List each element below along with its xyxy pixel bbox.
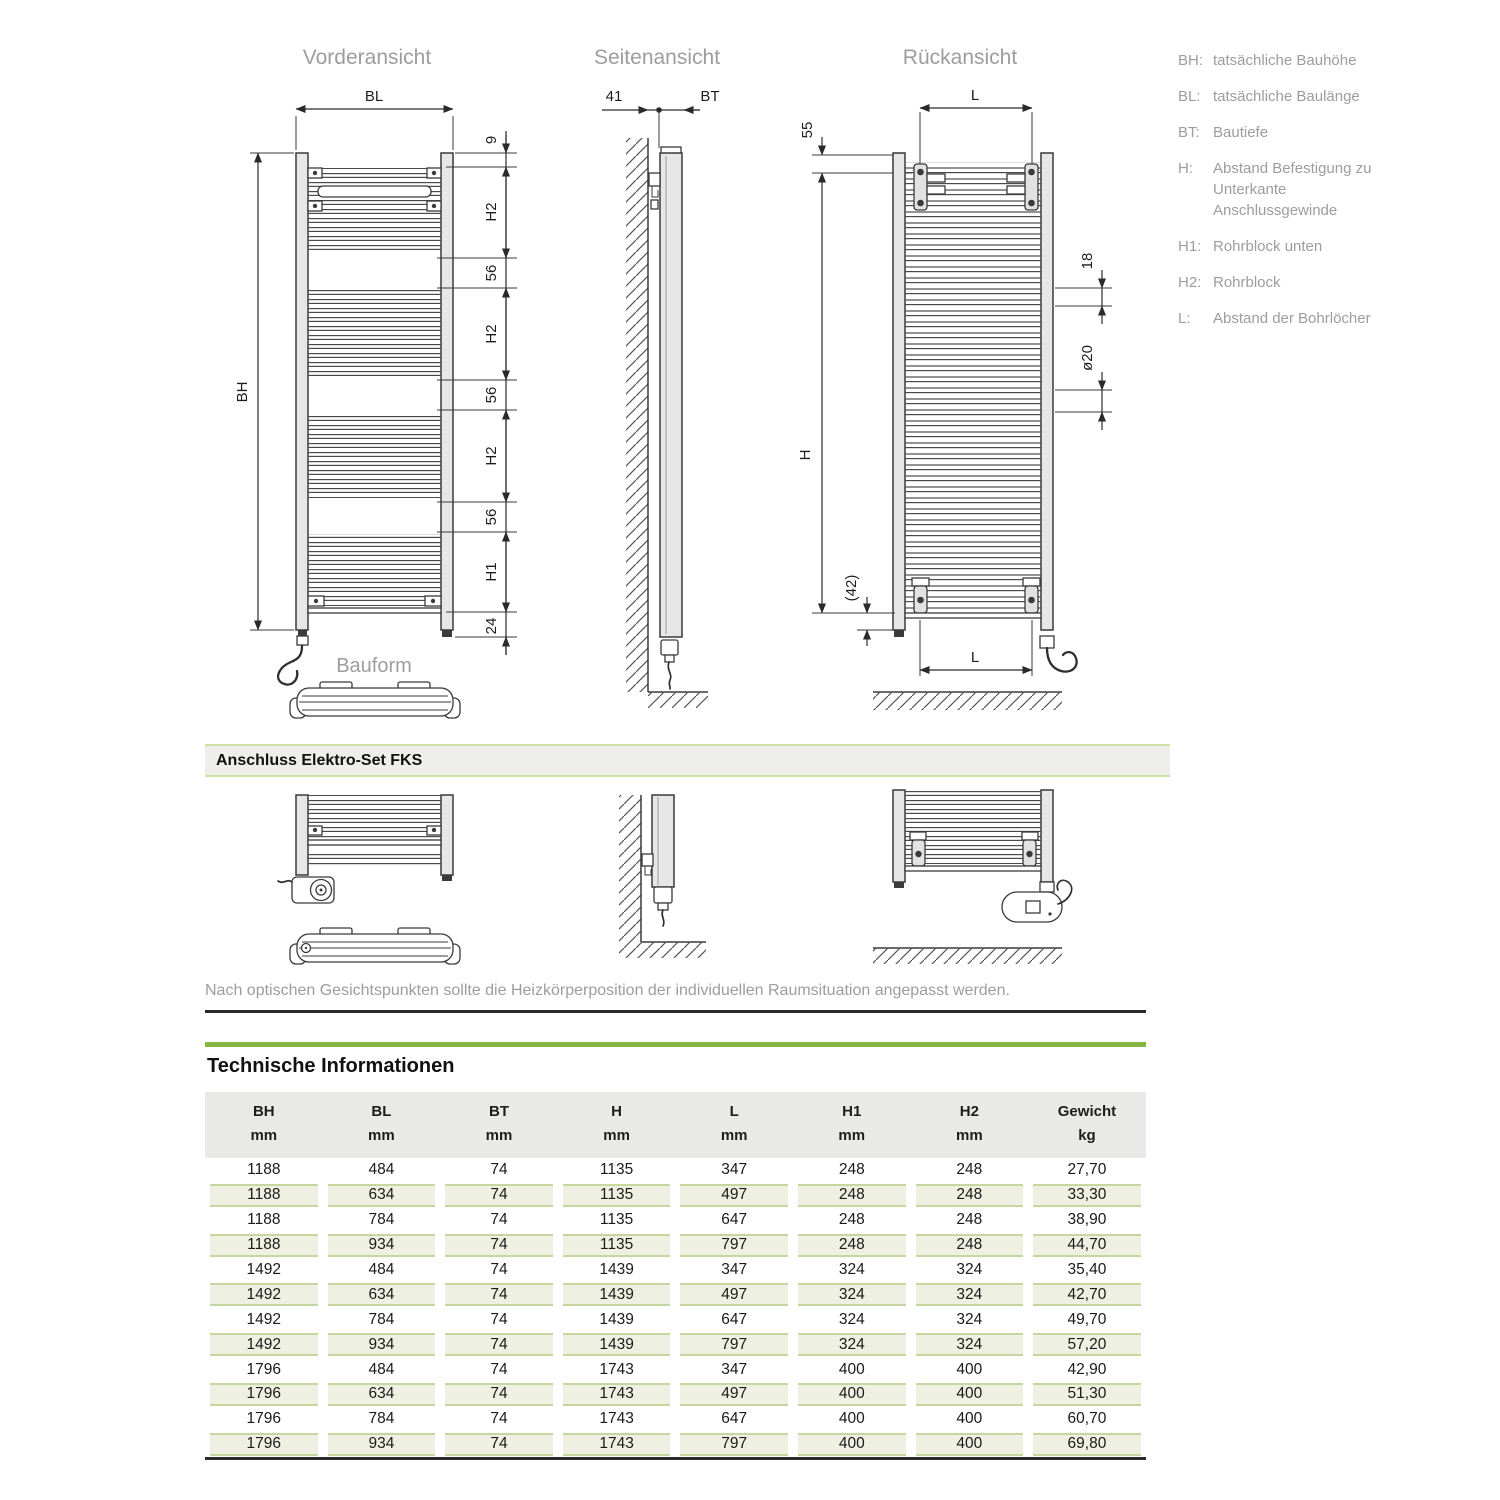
- table-cell: 57,20: [1033, 1333, 1141, 1356]
- table-cell: 1743: [563, 1383, 671, 1406]
- table-cell: 74: [490, 1161, 508, 1179]
- table-cell: 248: [798, 1184, 906, 1207]
- dim-label-9: 9: [483, 135, 500, 145]
- table-row: [205, 1357, 1146, 1382]
- table-cell: 400: [838, 1410, 865, 1428]
- legend-text: tatsächliche Bauhöhe: [1213, 52, 1357, 69]
- table-cell: 248: [956, 1161, 983, 1179]
- table-header-row: [205, 1092, 1146, 1158]
- table-cell: 74: [490, 1261, 508, 1278]
- table-cell: 497: [680, 1184, 788, 1207]
- table-row: [205, 1332, 1146, 1357]
- column-unit: mm: [956, 1127, 983, 1144]
- legend-item: [1178, 50, 1398, 71]
- dim-label-l-top: L: [970, 87, 980, 104]
- legend-text: Bautiefe: [1213, 124, 1269, 141]
- column-label: BL: [371, 1103, 392, 1120]
- table-cell: 400: [838, 1360, 865, 1378]
- table-cell: 1135: [599, 1161, 634, 1179]
- table-row: [205, 1282, 1146, 1307]
- table-cell: 1492: [210, 1283, 318, 1306]
- dim-label-56: 56: [483, 508, 500, 526]
- table-header-cell: [793, 1092, 911, 1158]
- dim-label-l-bottom: L: [970, 649, 980, 666]
- dim-label-bh: BH: [234, 381, 251, 403]
- table-row: [205, 1158, 1146, 1183]
- dim-label-24: 24: [483, 617, 500, 635]
- table-cell: 1439: [563, 1333, 671, 1356]
- legend-abbr: BL:: [1178, 88, 1201, 105]
- table-cell: 324: [798, 1333, 906, 1356]
- table-cell: 74: [490, 1310, 508, 1328]
- table-cell: 1188: [210, 1234, 318, 1257]
- column-unit: mm: [720, 1127, 748, 1144]
- table-cell: 74: [490, 1211, 508, 1229]
- table-cell: 934: [328, 1433, 436, 1456]
- dim-label-h: H: [797, 449, 814, 461]
- table-row: [205, 1407, 1146, 1432]
- table-header-cell: [440, 1092, 558, 1158]
- table-cell: 74: [445, 1433, 553, 1456]
- table-cell: 324: [838, 1261, 865, 1278]
- table-cell: 38,90: [1067, 1211, 1107, 1229]
- column-unit: kg: [1078, 1127, 1096, 1144]
- dim-label-h2: H2: [483, 202, 500, 222]
- legend-text: Rohrblock unten: [1213, 238, 1323, 255]
- table-cell: 784: [368, 1410, 395, 1428]
- dim-label-18: 18: [1079, 252, 1096, 270]
- table-row: [205, 1307, 1146, 1332]
- dim-label-h2: H2: [483, 446, 500, 466]
- column-label: H2: [959, 1103, 979, 1120]
- side-view-title: Seitenansicht: [593, 46, 721, 69]
- dim-label-dia20: ø20: [1079, 345, 1096, 371]
- table-row: [205, 1183, 1146, 1208]
- legend-text: tatsächliche Baulänge: [1213, 88, 1360, 105]
- front-view: [234, 88, 517, 718]
- fks-section-header: [205, 744, 1170, 777]
- table-cell: 42,70: [1033, 1283, 1141, 1306]
- legend-item: [1178, 308, 1398, 329]
- table-cell: 33,30: [1033, 1184, 1141, 1207]
- column-unit: mm: [838, 1127, 866, 1144]
- table-cell: 1439: [599, 1261, 634, 1278]
- column-unit: mm: [603, 1127, 630, 1144]
- table-cell: 1492: [246, 1261, 282, 1278]
- table-cell: 248: [916, 1184, 1024, 1207]
- table-cell: 797: [680, 1234, 788, 1257]
- legend-text: Rohrblock: [1213, 274, 1281, 291]
- table-cell: 484: [368, 1261, 395, 1278]
- table-cell: 797: [680, 1433, 788, 1456]
- table-cell: 634: [328, 1383, 436, 1406]
- table-cell: 400: [916, 1433, 1024, 1456]
- legend: [1178, 50, 1398, 344]
- column-label: H: [611, 1103, 622, 1120]
- dim-label-bl: BL: [364, 88, 384, 105]
- table-bottom-line: [205, 1457, 1146, 1460]
- table-cell: 347: [721, 1360, 748, 1378]
- table-cell: 647: [721, 1211, 748, 1229]
- table-cell: 400: [798, 1433, 906, 1456]
- green-accent-bar: [205, 1042, 1146, 1047]
- legend-item: [1178, 122, 1398, 143]
- table-cell: 51,30: [1033, 1383, 1141, 1406]
- table-cell: 797: [680, 1333, 788, 1356]
- table-cell: 1439: [599, 1310, 634, 1328]
- legend-abbr: H1:: [1178, 238, 1202, 255]
- table-cell: 248: [838, 1161, 865, 1179]
- table-cell: 324: [798, 1283, 906, 1306]
- table-cell: 248: [798, 1234, 906, 1257]
- dim-label-56: 56: [483, 386, 500, 404]
- table-cell: 74: [490, 1410, 508, 1428]
- table-cell: 42,90: [1067, 1360, 1107, 1378]
- fks-side-drawing: [619, 795, 706, 958]
- column-label: BT: [488, 1103, 509, 1120]
- legend-item: [1178, 236, 1398, 257]
- table-cell: 1492: [246, 1310, 282, 1328]
- dim-label-42: (42): [843, 574, 860, 602]
- table-cell: 400: [798, 1383, 906, 1406]
- table-header-cell: [323, 1092, 441, 1158]
- column-label: BH: [252, 1103, 275, 1120]
- table-row: [205, 1432, 1146, 1457]
- table-cell: 784: [368, 1310, 395, 1328]
- legend-abbr: H:: [1178, 160, 1193, 177]
- dim-label-h2: H2: [483, 324, 500, 344]
- legend-text: Abstand der Bohrlöcher: [1213, 310, 1371, 327]
- table-body: [205, 1158, 1146, 1457]
- table-cell: 1135: [563, 1234, 671, 1257]
- table-row: [205, 1382, 1146, 1407]
- table-cell: 1796: [246, 1360, 282, 1378]
- column-unit: mm: [368, 1127, 395, 1144]
- table-cell: 60,70: [1067, 1410, 1107, 1428]
- legend-item: [1178, 86, 1398, 107]
- table-cell: 1188: [210, 1184, 318, 1207]
- section-divider-line: [205, 1010, 1146, 1013]
- table-cell: 497: [680, 1383, 788, 1406]
- legend-text: Abstand Befestigung zu Unterkante Anschlussgewinde: [1213, 160, 1372, 219]
- table-header-cell: [1028, 1092, 1146, 1158]
- dim-label-h1: H1: [483, 562, 500, 582]
- table-cell: 324: [956, 1261, 983, 1278]
- dim-label-56: 56: [483, 264, 500, 282]
- fks-drawings: [0, 780, 1500, 980]
- table-cell: 74: [490, 1360, 508, 1378]
- table-cell: 324: [838, 1310, 865, 1328]
- rear-view: [797, 87, 1112, 710]
- table-cell: 1796: [246, 1410, 282, 1428]
- legend-abbr: H2:: [1178, 274, 1202, 291]
- fks-section-title: Anschluss Elektro-Set FKS: [216, 751, 423, 769]
- table-cell: 497: [680, 1283, 788, 1306]
- table-cell: 74: [445, 1283, 553, 1306]
- table-cell: 44,70: [1033, 1234, 1141, 1257]
- table-cell: 248: [916, 1234, 1024, 1257]
- table-cell: 484: [368, 1360, 395, 1378]
- table-cell: 934: [328, 1234, 436, 1257]
- table-row: [205, 1208, 1146, 1233]
- table-cell: 634: [328, 1283, 436, 1306]
- table-title: Technische Informationen: [207, 1055, 455, 1077]
- legend-item: [1178, 272, 1398, 293]
- side-view: [602, 88, 720, 708]
- table-cell: 1188: [247, 1211, 281, 1229]
- fks-rear-drawing: [873, 790, 1072, 964]
- table-cell: 400: [916, 1383, 1024, 1406]
- table-row: [205, 1233, 1146, 1258]
- positioning-note: Nach optischen Gesichtspunkten sollte die Heizkörperposition der individuellen Raumsituation angepasst werden.: [205, 982, 1010, 999]
- table-cell: 634: [328, 1184, 436, 1207]
- table-cell: 1439: [563, 1283, 671, 1306]
- table-header-cell: [205, 1092, 323, 1158]
- table-cell: 1492: [210, 1333, 318, 1356]
- legend-item: [1178, 158, 1398, 221]
- table-cell: 934: [328, 1333, 436, 1356]
- dim-label-55: 55: [799, 121, 816, 139]
- rear-view-title: Rückansicht: [902, 46, 1018, 69]
- table-cell: 484: [368, 1161, 395, 1179]
- table-cell: 647: [721, 1310, 748, 1328]
- table-cell: 27,70: [1067, 1161, 1107, 1179]
- table-cell: 35,40: [1067, 1261, 1107, 1278]
- table-cell: 400: [956, 1360, 983, 1378]
- table-cell: 69,80: [1033, 1433, 1141, 1456]
- table-cell: 1796: [210, 1383, 318, 1406]
- table-cell: 784: [368, 1211, 395, 1229]
- table-header-cell: [675, 1092, 793, 1158]
- table-cell: 347: [721, 1261, 748, 1278]
- table-cell: 74: [445, 1383, 553, 1406]
- column-label: L: [729, 1103, 739, 1120]
- table-cell: 324: [956, 1310, 983, 1328]
- legend-abbr: BT:: [1178, 124, 1200, 141]
- table-cell: 1743: [563, 1433, 671, 1456]
- table-cell: 400: [956, 1410, 983, 1428]
- table-cell: 347: [721, 1161, 748, 1179]
- table-cell: 74: [445, 1184, 553, 1207]
- table-cell: 1188: [247, 1161, 281, 1179]
- table-cell: 74: [445, 1333, 553, 1356]
- table-cell: 74: [445, 1234, 553, 1257]
- dim-label-41: 41: [605, 88, 623, 105]
- legend-abbr: BH:: [1178, 52, 1204, 69]
- dim-label-bt: BT: [700, 88, 720, 105]
- front-view-title: Vorderansicht: [302, 46, 432, 69]
- table-row: [205, 1258, 1146, 1283]
- table-cell: 248: [838, 1211, 865, 1229]
- legend-abbr: L:: [1178, 310, 1191, 327]
- bauform-label: Bauform: [336, 655, 412, 677]
- table-cell: 1135: [563, 1184, 671, 1207]
- table-header-cell: [558, 1092, 676, 1158]
- table-cell: 324: [916, 1333, 1024, 1356]
- table-cell: 248: [956, 1211, 983, 1229]
- table-cell: 647: [721, 1410, 748, 1428]
- table-cell: 1743: [599, 1410, 634, 1428]
- fks-front-drawing: [278, 795, 460, 964]
- column-label: Gewicht: [1057, 1103, 1117, 1120]
- table-cell: 49,70: [1067, 1310, 1107, 1328]
- table-cell: 324: [916, 1283, 1024, 1306]
- table-cell: 1135: [599, 1211, 634, 1229]
- column-unit: mm: [485, 1127, 513, 1144]
- table-cell: 1796: [210, 1433, 318, 1456]
- table-header-cell: [911, 1092, 1029, 1158]
- column-unit: mm: [250, 1127, 278, 1144]
- table-cell: 1743: [599, 1360, 634, 1378]
- column-label: H1: [842, 1103, 862, 1120]
